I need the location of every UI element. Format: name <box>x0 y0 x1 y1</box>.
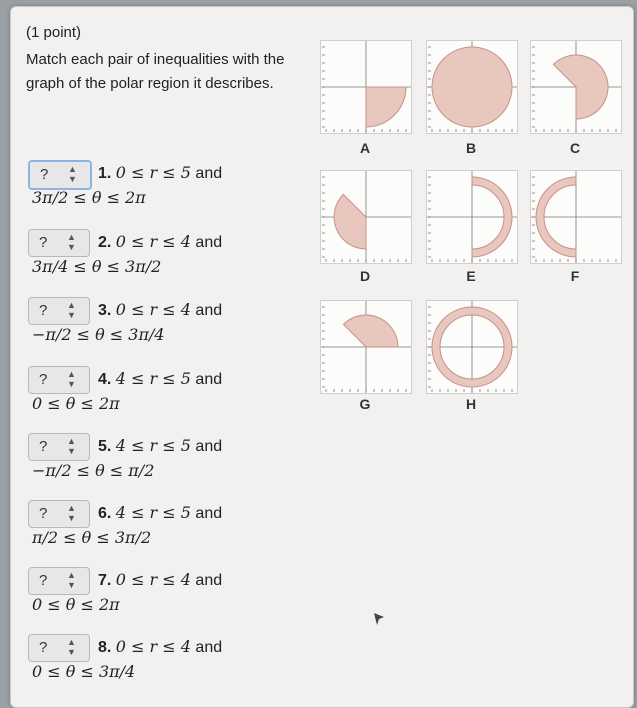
graph-label-g: G <box>359 396 371 412</box>
graph-label-e: E <box>466 268 476 284</box>
r-inequality: 4 ≤ r ≤ 5 <box>115 436 191 455</box>
problem-6: ? ▲ ▼ 6. 4 ≤ r ≤ 5 and π/2 ≤ θ ≤ 3π/2 <box>28 500 318 552</box>
graph-e <box>426 170 518 264</box>
points-label: (1 point) <box>26 24 82 41</box>
theta-inequality: 3π/2 ≤ θ ≤ 2π <box>32 188 146 207</box>
problem-7: ? ▲ ▼ 7. 0 ≤ r ≤ 4 and 0 ≤ θ ≤ 2π <box>28 567 318 619</box>
theta-inequality: 3π/4 ≤ θ ≤ 3π/2 <box>32 257 162 276</box>
r-inequality: 4 ≤ r ≤ 5 <box>115 369 191 388</box>
problem-2: ? ▲ ▼ 2. 0 ≤ r ≤ 4 and 3π/4 ≤ θ ≤ 3π/2 <box>28 229 318 281</box>
answer-select-8[interactable]: ? ▲ ▼ <box>28 634 90 662</box>
answer-select-4[interactable]: ? ▲ ▼ <box>28 366 90 394</box>
problem-number: 1. <box>98 165 112 182</box>
select-arrows-icon: ▲ ▼ <box>67 232 76 252</box>
problem-3: ? ▲ ▼ 3. 0 ≤ r ≤ 4 and −π/2 ≤ θ ≤ 3π/4 <box>28 297 318 349</box>
r-inequality: 0 ≤ r ≤ 4 <box>115 232 191 251</box>
theta-inequality: π/2 ≤ θ ≤ 3π/2 <box>32 528 152 547</box>
theta-inequality: −π/2 ≤ θ ≤ π/2 <box>32 461 155 480</box>
graph-f <box>530 170 622 264</box>
select-arrows-icon: ▲ ▼ <box>67 369 76 389</box>
select-arrows-icon: ▲ ▼ <box>67 436 76 456</box>
problem-8: ? ▲ ▼ 8. 0 ≤ r ≤ 4 and 0 ≤ θ ≤ 3π/4 <box>28 634 318 686</box>
mouse-cursor-icon <box>372 611 386 627</box>
instructions: Match each pair of inequalities with the graph of the polar region it describes. <box>26 51 285 92</box>
graph-h <box>426 300 518 394</box>
graph-b <box>426 40 518 134</box>
graph-a <box>320 40 412 134</box>
select-arrows-icon: ▲ ▼ <box>67 300 76 320</box>
problem-number: 5. <box>98 438 112 455</box>
theta-inequality: −π/2 ≤ θ ≤ 3π/4 <box>32 325 165 344</box>
problem-4: ? ▲ ▼ 4. 4 ≤ r ≤ 5 and 0 ≤ θ ≤ 2π <box>28 366 318 418</box>
problem-number: 6. <box>98 505 112 522</box>
problem-number: 2. <box>98 234 112 251</box>
graph-label-c: C <box>569 140 581 156</box>
graph-d <box>320 170 412 264</box>
select-arrows-icon: ▲ ▼ <box>68 164 77 184</box>
graph-g <box>320 300 412 394</box>
r-inequality: 0 ≤ r ≤ 4 <box>115 637 191 656</box>
problem-number: 7. <box>98 572 112 589</box>
select-arrows-icon: ▲ ▼ <box>67 637 76 657</box>
theta-inequality: 0 ≤ θ ≤ 3π/4 <box>32 662 136 681</box>
answer-select-2[interactable]: ? ▲ ▼ <box>28 229 90 257</box>
problem-number: 4. <box>98 371 112 388</box>
answer-select-3[interactable]: ? ▲ ▼ <box>28 297 90 325</box>
answer-select-5[interactable]: ? ▲ ▼ <box>28 433 90 461</box>
select-arrows-icon: ▲ ▼ <box>67 503 76 523</box>
r-inequality: 4 ≤ r ≤ 5 <box>115 503 191 522</box>
problem-5: ? ▲ ▼ 5. 4 ≤ r ≤ 5 and −π/2 ≤ θ ≤ π/2 <box>28 433 318 485</box>
answer-select-6[interactable]: ? ▲ ▼ <box>28 500 90 528</box>
problem-number: 8. <box>98 639 112 656</box>
graph-label-f: F <box>570 268 580 284</box>
graph-label-h: H <box>465 396 477 412</box>
answer-select-7[interactable]: ? ▲ ▼ <box>28 567 90 595</box>
r-inequality: 0 ≤ r ≤ 4 <box>115 300 191 319</box>
r-inequality: 0 ≤ r ≤ 4 <box>115 570 191 589</box>
graph-label-b: B <box>465 140 477 156</box>
problem-number: 3. <box>98 302 112 319</box>
graph-label-d: D <box>359 268 371 284</box>
r-inequality: 0 ≤ r ≤ 5 <box>115 163 191 182</box>
problem-1: ? ▲ ▼ 1. 0 ≤ r ≤ 5 and 3π/2 ≤ θ ≤ 2π <box>28 160 318 212</box>
graph-c <box>530 40 622 134</box>
select-arrows-icon: ▲ ▼ <box>67 570 76 590</box>
answer-select-1[interactable]: ? ▲ ▼ <box>28 160 92 190</box>
graph-label-a: A <box>359 140 371 156</box>
theta-inequality: 0 ≤ θ ≤ 2π <box>32 394 120 413</box>
theta-inequality: 0 ≤ θ ≤ 2π <box>32 595 120 614</box>
